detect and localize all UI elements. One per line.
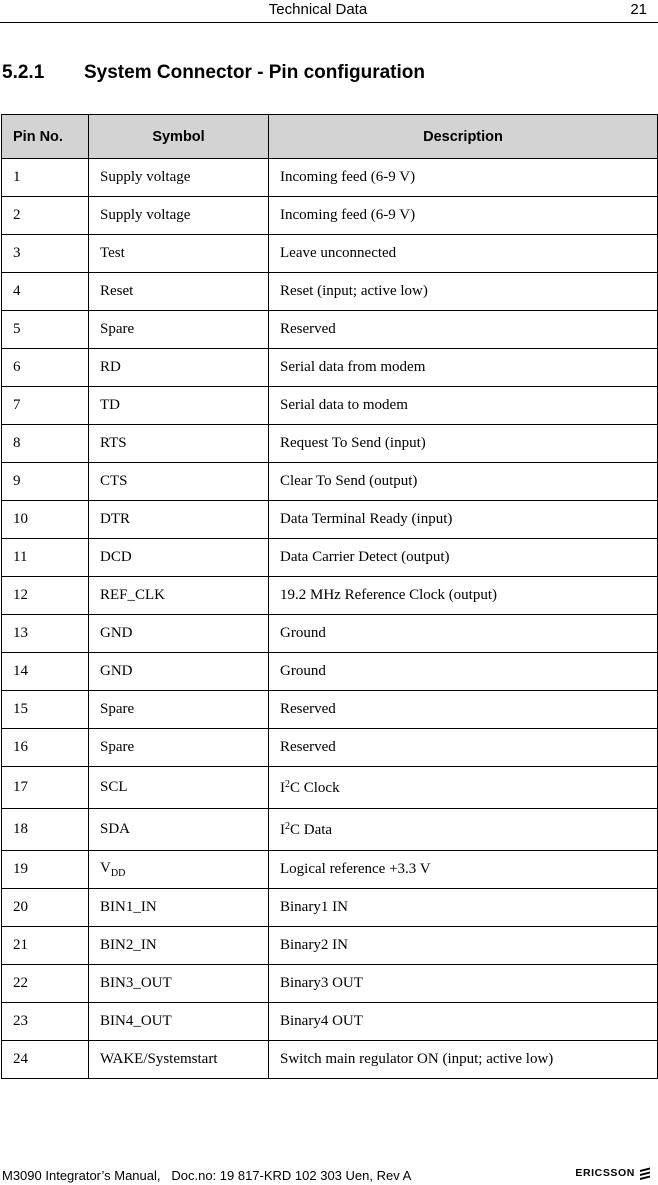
description-text: I	[280, 821, 285, 838]
pin-cell: 10	[2, 501, 89, 539]
description-cell	[269, 767, 658, 809]
symbol-cell: Spare	[89, 311, 269, 349]
table-row	[2, 197, 658, 235]
table-header-row	[2, 115, 658, 159]
table-row	[2, 387, 658, 425]
symbol-cell: CTS	[89, 463, 269, 501]
table-row	[2, 311, 658, 349]
symbol-cell: GND	[89, 653, 269, 691]
table-row	[2, 349, 658, 387]
table-row	[2, 889, 658, 927]
table-row	[2, 809, 658, 851]
symbol-cell	[89, 851, 269, 889]
ericsson-logo-icon	[638, 1166, 652, 1180]
pin-cell: 8	[2, 425, 89, 463]
symbol-cell: TD	[89, 387, 269, 425]
description-cell: Serial data to modem	[269, 387, 658, 425]
header-rule	[0, 22, 658, 23]
description-text: C Clock	[290, 779, 340, 796]
symbol-cell: SDA	[89, 809, 269, 851]
symbol-cell: BIN1_IN	[89, 889, 269, 927]
symbol-cell: Supply voltage	[89, 197, 269, 235]
symbol-cell: REF_CLK	[89, 577, 269, 615]
pin-cell: 5	[2, 311, 89, 349]
page-number: 21	[630, 1, 647, 18]
pin-cell: 20	[2, 889, 89, 927]
description-cell: 19.2 MHz Reference Clock (output)	[269, 577, 658, 615]
pin-cell: 11	[2, 539, 89, 577]
description-cell	[269, 809, 658, 851]
pin-cell: 2	[2, 197, 89, 235]
table-row	[2, 1041, 658, 1079]
description-cell: Serial data from modem	[269, 349, 658, 387]
section-number: 5.2.1	[2, 62, 45, 83]
symbol-cell: SCL	[89, 767, 269, 809]
symbol-cell: DTR	[89, 501, 269, 539]
subscript: DD	[110, 868, 126, 879]
pin-cell: 18	[2, 809, 89, 851]
description-cell: Logical reference +3.3 V	[269, 851, 658, 889]
table-row	[2, 159, 658, 197]
pin-cell: 22	[2, 965, 89, 1003]
description-cell: Reset (input; active low)	[269, 273, 658, 311]
pin-cell: 1	[2, 159, 89, 197]
footer-manual: M3090 Integrator’s Manual,	[2, 1168, 161, 1183]
description-cell: Leave unconnected	[269, 235, 658, 273]
footer-doc-number: Doc.no: 19 817-KRD 102 303 Uen, Rev A	[171, 1168, 412, 1183]
pin-cell: 13	[2, 615, 89, 653]
table-row	[2, 729, 658, 767]
pin-cell: 17	[2, 767, 89, 809]
section-title: System Connector - Pin configuration	[84, 62, 425, 83]
symbol-cell: Spare	[89, 691, 269, 729]
description-cell: Clear To Send (output)	[269, 463, 658, 501]
table-row	[2, 767, 658, 809]
pin-configuration-table	[1, 114, 658, 1079]
description-cell: Ground	[269, 653, 658, 691]
table-row	[2, 1003, 658, 1041]
pin-cell: 3	[2, 235, 89, 273]
description-cell: Binary1 IN	[269, 889, 658, 927]
table-row	[2, 965, 658, 1003]
ericsson-logo	[575, 1166, 652, 1180]
symbol-cell: Supply voltage	[89, 159, 269, 197]
description-cell: Binary3 OUT	[269, 965, 658, 1003]
pin-cell: 19	[2, 851, 89, 889]
header-title: Technical Data	[268, 1, 368, 18]
table-row	[2, 653, 658, 691]
section-heading	[2, 62, 425, 84]
logo-text: ERICSSON	[575, 1167, 635, 1179]
symbol-cell: Spare	[89, 729, 269, 767]
symbol-cell: RTS	[89, 425, 269, 463]
pin-cell: 21	[2, 927, 89, 965]
pin-cell: 12	[2, 577, 89, 615]
column-header-pin: Pin No.	[2, 115, 89, 159]
symbol-cell: BIN4_OUT	[89, 1003, 269, 1041]
page-header	[0, 0, 658, 22]
symbol-text: V	[100, 860, 111, 876]
column-header-description: Description	[269, 115, 658, 159]
pin-cell: 24	[2, 1041, 89, 1079]
table-row	[2, 539, 658, 577]
table-row	[2, 927, 658, 965]
description-cell: Reserved	[269, 311, 658, 349]
pin-cell: 9	[2, 463, 89, 501]
table-row	[2, 425, 658, 463]
pin-cell: 6	[2, 349, 89, 387]
description-cell: Data Terminal Ready (input)	[269, 501, 658, 539]
page-footer	[2, 1168, 411, 1183]
description-cell: Reserved	[269, 691, 658, 729]
description-cell: Data Carrier Detect (output)	[269, 539, 658, 577]
column-header-symbol: Symbol	[89, 115, 269, 159]
pin-cell: 15	[2, 691, 89, 729]
table-row	[2, 615, 658, 653]
table-row	[2, 273, 658, 311]
table-row	[2, 463, 658, 501]
pin-cell: 14	[2, 653, 89, 691]
superscript: 2	[285, 820, 290, 832]
table-row	[2, 577, 658, 615]
symbol-cell: Test	[89, 235, 269, 273]
superscript: 2	[285, 778, 290, 790]
pin-cell: 23	[2, 1003, 89, 1041]
table-row	[2, 501, 658, 539]
symbol-cell: BIN3_OUT	[89, 965, 269, 1003]
description-cell: Reserved	[269, 729, 658, 767]
symbol-cell: GND	[89, 615, 269, 653]
description-text: C Data	[290, 821, 333, 838]
table-row	[2, 691, 658, 729]
table-row	[2, 851, 658, 889]
symbol-cell: Reset	[89, 273, 269, 311]
description-text: I	[280, 779, 285, 796]
description-cell: Binary4 OUT	[269, 1003, 658, 1041]
symbol-cell: WAKE/Systemstart	[89, 1041, 269, 1079]
description-cell: Request To Send (input)	[269, 425, 658, 463]
pin-cell: 4	[2, 273, 89, 311]
symbol-cell: DCD	[89, 539, 269, 577]
description-cell: Ground	[269, 615, 658, 653]
description-cell: Incoming feed (6-9 V)	[269, 197, 658, 235]
description-cell: Binary2 IN	[269, 927, 658, 965]
pin-cell: 16	[2, 729, 89, 767]
symbol-cell: RD	[89, 349, 269, 387]
description-cell: Incoming feed (6-9 V)	[269, 159, 658, 197]
symbol-cell: BIN2_IN	[89, 927, 269, 965]
table-row	[2, 235, 658, 273]
pin-cell: 7	[2, 387, 89, 425]
description-cell: Switch main regulator ON (input; active low)	[269, 1041, 658, 1079]
